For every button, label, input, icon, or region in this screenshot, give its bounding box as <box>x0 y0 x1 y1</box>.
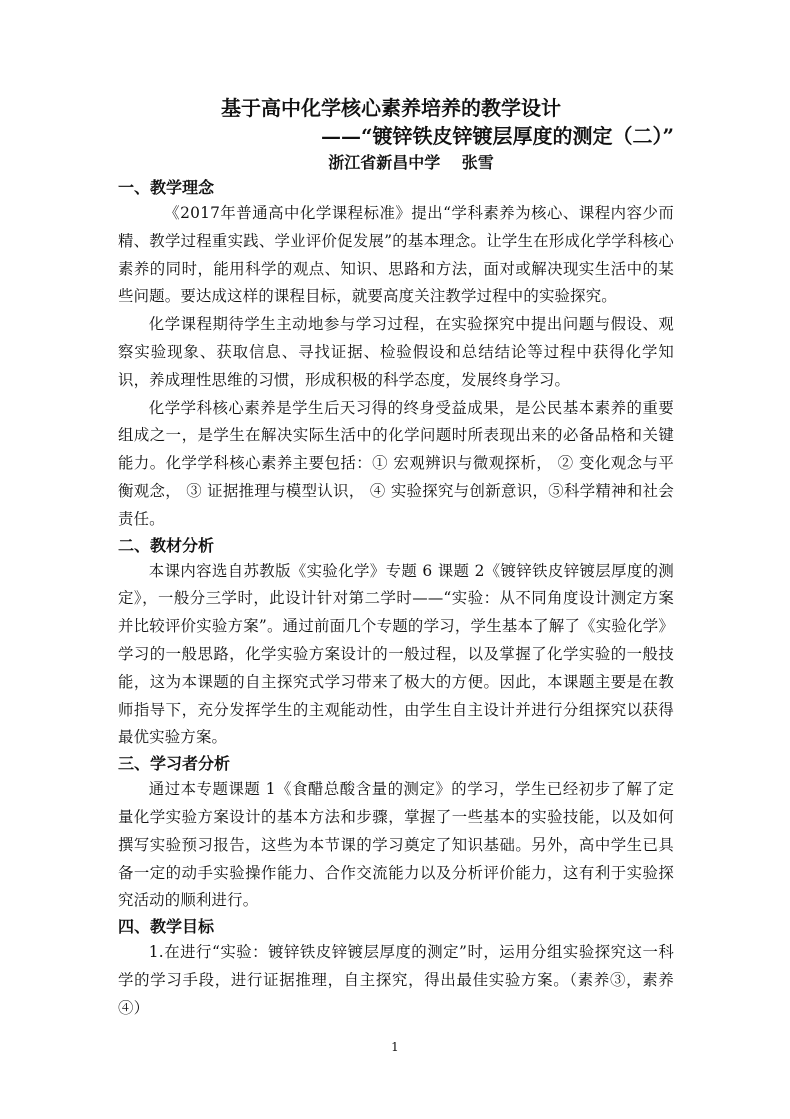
section-heading-teaching-objectives: 四、教学目标 <box>118 917 215 937</box>
paragraph: 化学学科核心素养是学生后天习得的终身受益成果，是公民基本素养的重要组成之一，是学生在解决实际生活中的化学问题时所表现出来的必备品格和关键能力。化学学科核心素养主要包括：① 宏观辨识与微观探析， ② 变化观念与平衡观念， ③ 证据推理与模型认识， ④ 实验探究与创新意识，⑤科学精神和社会责任。 <box>118 398 674 528</box>
section-heading-learner-analysis: 三、学习者分析 <box>118 754 231 774</box>
paragraph: 本课内容选自苏教版《实验化学》专题 6 课题 2《镀锌铁皮锌镀层厚度的测定》，一般分三学时，此设计针对第二学时——“实验：从不同角度设计测定方案并比较评价实验方案”。通过前面几个专题的学习，学生基本了解了《实验化学》学习的一般思路，化学实验方案设计的一般过程，以及掌握了化学实验的一般技能，这为本课题的自主探究式学习带来了极大的方便。因此，本课题主要是在教师指导下，充分发挥学生的主观能动性，由学生自主设计并进行分组探究以获得最优实验方案。 <box>118 561 674 747</box>
paragraph: 《2017年普通高中化学课程标准》提出“学科素养为核心、课程内容少而精、教学过程重实践、学业评价促发展”的基本理念。让学生在形成化学学科核心素养的同时，能用科学的观点、知识、思路和方法，面对或解决现实生活中的某些问题。要达成这样的课程目标，就要高度关注教学过程中的实验探究。 <box>118 204 674 306</box>
page-number: 1 <box>391 1040 399 1054</box>
paragraph: 化学课程期待学生主动地参与学习过程，在实验探究中提出问题与假设、观察实验现象、获取信息、寻找证据、检验假设和总结结论等过程中获得化学知识，养成理性思维的习惯，形成积极的科学态度，发展终身学习。 <box>118 315 674 389</box>
document-author: 浙江省新昌中学 张雪 <box>328 153 494 172</box>
section-heading-philosophy: 一、教学理念 <box>118 178 215 197</box>
page-content <box>118 94 674 1023</box>
document-subtitle: ——“镀锌铁皮锌镀层厚度的测定（二）” <box>320 124 674 148</box>
section-heading-material-analysis: 二、教材分析 <box>118 535 215 555</box>
document-title: 基于高中化学核心素养培养的教学设计 <box>221 96 561 120</box>
paragraph: 通过本专题课题 1《食醋总酸含量的测定》的学习，学生已经初步了解了定量化学实验方案设计的基本方法和步骤，掌握了一些基本的实验技能，以及如何撰写实验预习报告，这些为本节课的学习奠定了知识基础。另外，高中学生已具备一定的动手实验操作能力、合作交流能力以及分析评价能力，这有利于实验探究活动的顺利进行。 <box>118 780 674 910</box>
paragraph: 1.在进行“实验：镀锌铁皮锌镀层厚度的测定”时，运用分组实验探究这一科学的学习手段，进行证据推理，自主探究，得出最佳实验方案。（素养③，素养④） <box>118 943 674 1017</box>
